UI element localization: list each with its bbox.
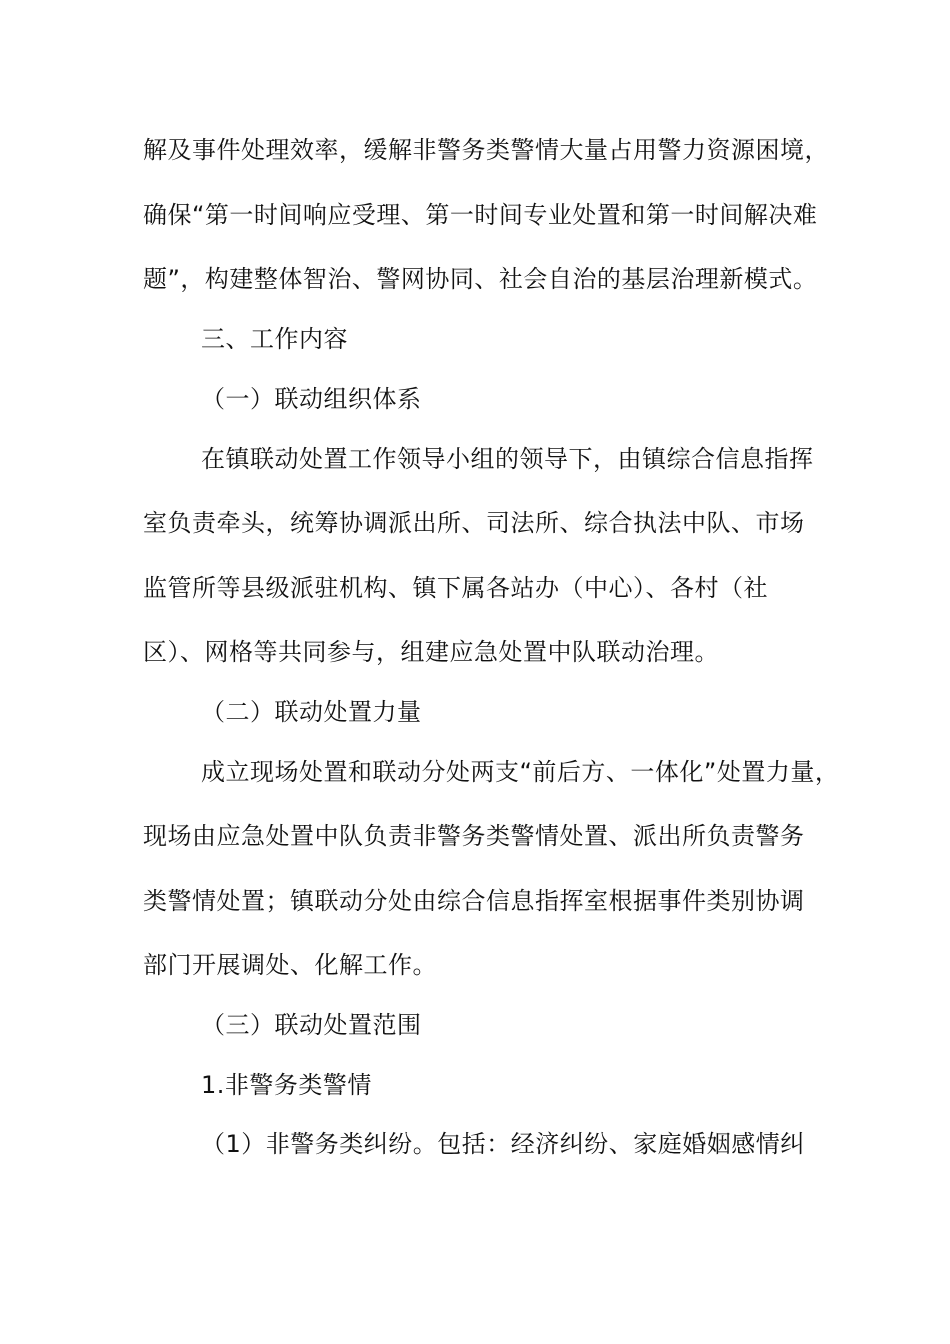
body-text-line: 解及事件处理效率，缓解非警务类警情大量占用警力资源困境，	[143, 136, 829, 164]
body-text-line: 类警情处置；镇联动分处由综合信息指挥室根据事件类别协调	[143, 887, 805, 915]
subsection-heading: （一）联动组织体系	[201, 385, 422, 413]
body-text-line: 题”，构建整体智治、警网协同、社会自治的基层治理新模式。	[143, 265, 818, 293]
paragraph-first-line: 在镇联动处置工作领导小组的领导下，由镇综合信息指挥	[201, 445, 814, 473]
body-text-line: 部门开展调处、化解工作。	[143, 951, 437, 979]
list-item-first-line: （1）非警务类纠纷。包括：经济纠纷、家庭婚姻感情纠	[201, 1130, 805, 1158]
subsection-heading: （三）联动处置范围	[201, 1011, 422, 1039]
body-text-line: 室负责牵头，统筹协调派出所、司法所、综合执法中队、市场	[143, 509, 805, 537]
paragraph-first-line: 成立现场处置和联动分处两支“前后方、一体化”处置力量，	[201, 758, 840, 786]
section-heading: 三、工作内容	[201, 325, 348, 353]
list-heading: 1.非警务类警情	[201, 1071, 372, 1099]
body-text-line: 区）、网格等共同参与，组建应急处置中队联动治理。	[143, 638, 719, 666]
subsection-heading: （二）联动处置力量	[201, 698, 422, 726]
body-text-line: 现场由应急处置中队负责非警务类警情处置、派出所负责警务	[143, 822, 805, 850]
body-text-line: 监管所等县级派驻机构、镇下属各站办（中心）、各村（社	[143, 574, 768, 602]
body-text-line: 确保“第一时间响应受理、第一时间专业处置和第一时间解决难	[143, 201, 818, 229]
